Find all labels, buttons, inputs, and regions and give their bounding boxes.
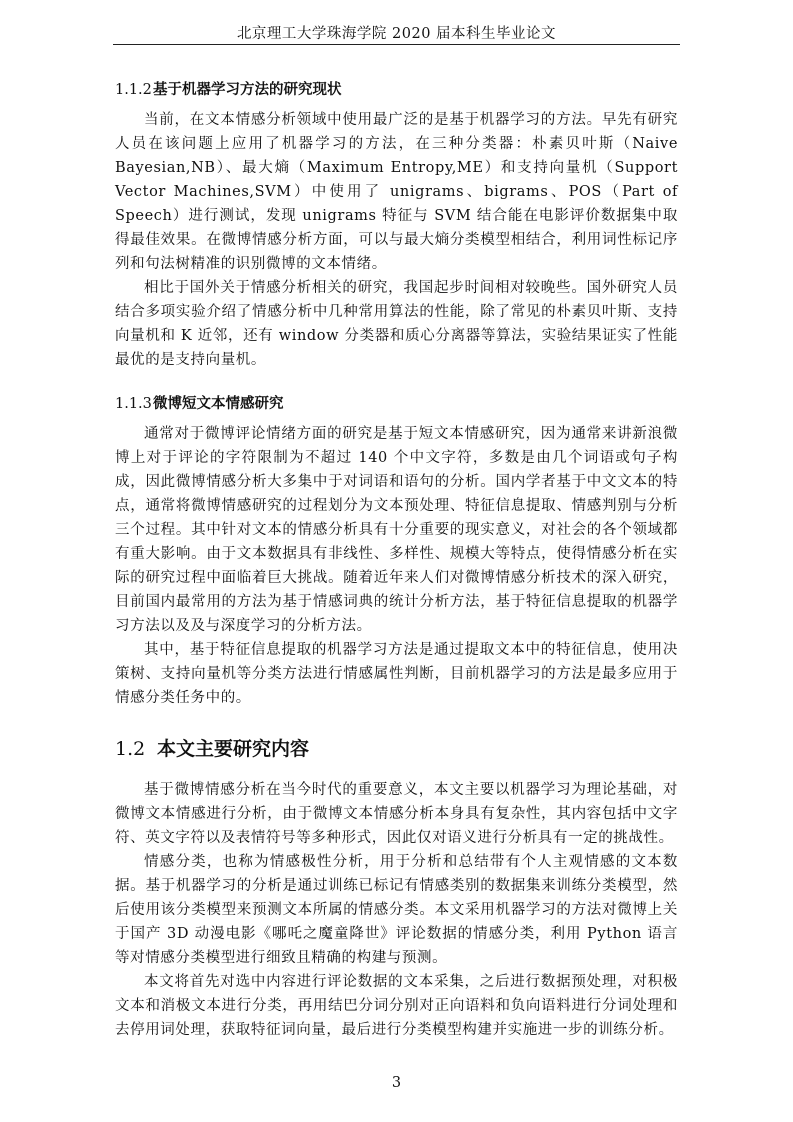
section-title: 本文主要研究内容 <box>157 738 310 760</box>
subsection-heading-1-1-3 <box>115 392 678 416</box>
section-heading-1-2 <box>115 734 678 764</box>
paragraph: 情感分类，也称为情感极性分析，用于分析和总结带有个人主观情感的文本数据。基于机器学习的分析是通过训练已标记有情感类别的数据集来训练分类模型，然后使用该分类模型来预测文本所属的情感分类。本文采用机器学习的方法对微博上关于国产 3D 动漫电影《哪吒之魔童降世》评论数据的情感分类，利用 Python 语言等对情感分类模型进行细致且精确的构建与预测。 <box>115 854 678 966</box>
paragraph: 当前，在文本情感分析领域中使用最广泛的是基于机器学习的方法。早先有研究人员在该问题上应用了机器学习的方法，在三种分类器：朴素贝叶斯（Naive Bayesian,NB）、最大熵（Maximum Entropy,ME）和支持向量机（Support Vector Machines,SVM）中使用了 unigrams、bigrams、POS（Part of Speech）进行测试，发现 unigrams 特征与 SVM 结合能在电影评价数据集中取得最佳效果。在微博情感分析方面，可以与最大熵分类模型相结合，利用词性标记序列和句法树精准的识别微博的文本情绪。 <box>115 112 678 272</box>
running-header: 北京理工大学珠海学院 2020 届本科生毕业论文 <box>236 26 557 42</box>
page-number: 3 <box>391 1075 402 1091</box>
paragraph: 本文将首先对选中内容进行评论数据的文本采集，之后进行数据预处理，对积极文本和消极文本进行分类，再用结巴分词分别对正向语料和负向语料进行分词处理和去停用词处理，获取特征词向量，最后进行分类模型构建并实施进一步的训练分析。 <box>115 974 678 1038</box>
section-number: 1.2 <box>115 738 146 760</box>
header-rule <box>113 44 680 45</box>
subsection-number: 1.1.2 <box>115 82 152 98</box>
paragraph: 其中，基于特征信息提取的机器学习方法是通过提取文本中的特征信息，使用决策树、支持向量机等分类方法进行情感属性判断，目前机器学习的方法是最多应用于情感分类任务中的。 <box>115 642 678 706</box>
subsection-title: 微博短文本情感研究 <box>153 395 284 412</box>
paragraph: 基于微博情感分析在当今时代的重要意义，本文主要以机器学习为理论基础，对微博文本情感进行分析，由于微博文本情感分析本身具有复杂性，其内容包括中文字符、英文字符以及表情符号等多种形式，因此仅对语义进行分析具有一定的挑战性。 <box>115 782 678 846</box>
subsection-number: 1.1.3 <box>115 396 152 412</box>
paragraph: 通常对于微博评论情绪方面的研究是基于短文本情感研究，因为通常来讲新浪微博上对于评论的字符限制为不超过 140 个中文字符，多数是由几个词语或句子构成，因此微博情感分析大多集中于对词语和语句的分析。国内学者基于中文文本的特点，通常将微博情感研究的过程划分为文本预处理、特征信息提取、情感判别与分析三个过程。其中针对文本的情感分析具有十分重要的现实意义，对社会的各个领域都有重大影响。由于文本数据具有非线性、多样性、规模大等特点，使得情感分析在实际的研究过程中面临着巨大挑战。随着近年来人们对微博情感分析技术的深入研究，目前国内最常用的方法为基于情感词典的统计分析方法，基于特征信息提取的机器学习方法以及及与深度学习的分析方法。 <box>115 426 678 634</box>
subsection-heading-1-1-2 <box>115 78 678 102</box>
subsection-title: 基于机器学习方法的研究现状 <box>153 81 342 98</box>
paragraph: 相比于国外关于情感分析相关的研究，我国起步时间相对较晚些。国外研究人员结合多项实验介绍了情感分析中几种常用算法的性能，除了常见的朴素贝叶斯、支持向量机和 K 近邻，还有 window 分类器和质心分离器等算法，实验结果证实了性能最优的是支持向量机。 <box>115 280 678 368</box>
page-body <box>115 78 678 1042</box>
